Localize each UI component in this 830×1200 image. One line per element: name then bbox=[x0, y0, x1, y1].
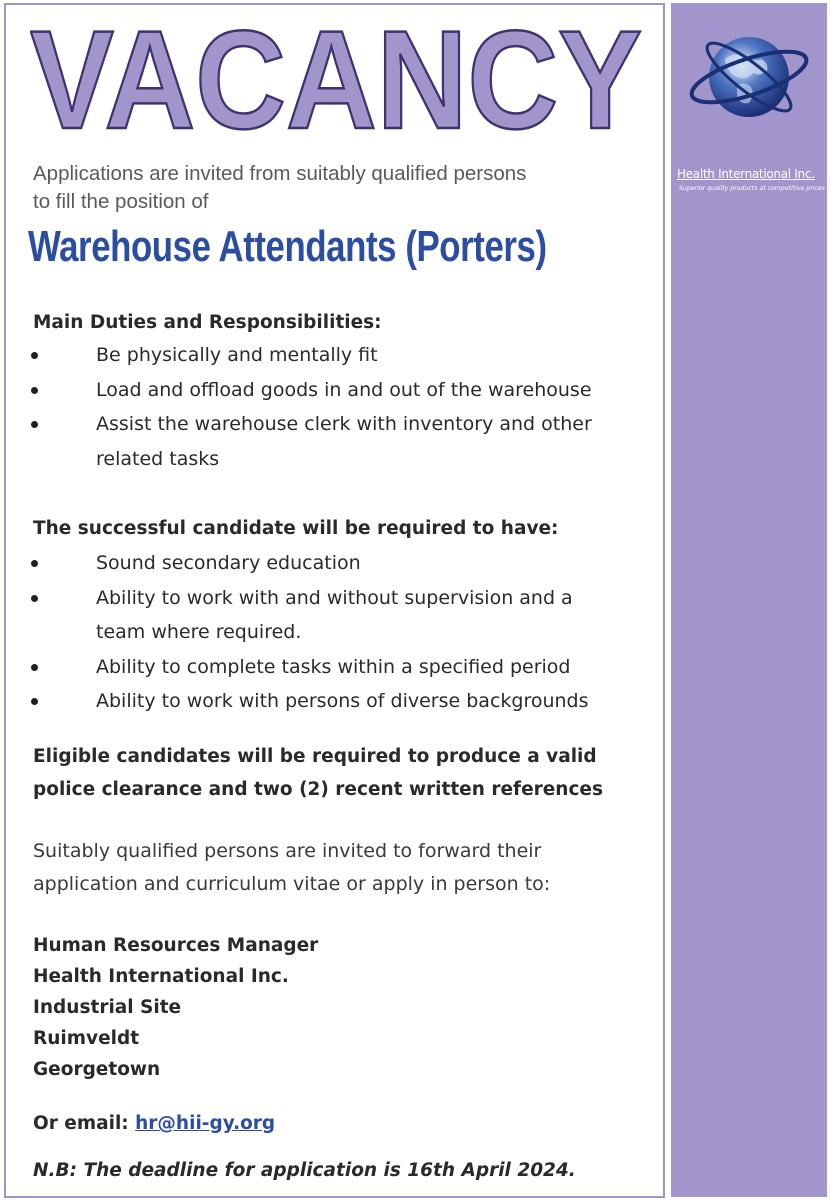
list-item-text: Be physically and mentally fit bbox=[96, 344, 378, 366]
brand-name: Health International Inc. bbox=[677, 167, 815, 181]
apply-instructions: Suitably qualified persons are invited to forward their application and curriculum vitae or apply in person to: bbox=[33, 840, 551, 895]
list-item bbox=[28, 684, 648, 719]
address-line: Georgetown bbox=[33, 1059, 161, 1080]
bullet-icon bbox=[31, 664, 38, 671]
position-title: Warehouse Attendants (Porters) bbox=[28, 222, 547, 271]
address-line: Health International Inc. bbox=[33, 966, 289, 987]
address-line: Industrial Site bbox=[33, 997, 182, 1018]
email-link[interactable]: hr@hii-gy.org bbox=[135, 1113, 276, 1134]
bullet-icon bbox=[31, 560, 38, 567]
email-line bbox=[33, 1113, 275, 1134]
list-item bbox=[28, 546, 648, 581]
vacancy-headline bbox=[30, 10, 650, 140]
list-item-text: Load and offload goods in and out of the warehouse bbox=[96, 378, 592, 401]
duties-heading: Main Duties and Responsibilities: bbox=[33, 312, 382, 333]
intro-line-2: to fill the position of bbox=[33, 190, 209, 213]
duties-list bbox=[28, 338, 648, 476]
list-item-text: Ability to complete tasks within a specified period bbox=[96, 655, 571, 678]
requirements-heading: The successful candidate will be required to have: bbox=[33, 518, 559, 539]
globe-logo-icon bbox=[681, 19, 817, 129]
intro-line-1: Applications are invited from suitably qualified persons bbox=[33, 162, 527, 185]
email-label: Or email: bbox=[33, 1113, 129, 1134]
list-item bbox=[28, 407, 648, 476]
list-item bbox=[28, 338, 648, 373]
bullet-icon bbox=[31, 352, 38, 359]
list-item bbox=[28, 650, 648, 685]
vacancy-headline-text: VACANCY bbox=[30, 10, 642, 140]
list-item bbox=[28, 373, 648, 408]
bullet-icon bbox=[31, 421, 38, 428]
brand-tagline: Superior quality products at competitive prices bbox=[679, 185, 825, 192]
address-line: Ruimveldt bbox=[33, 1028, 140, 1049]
eligibility-text: Eligible candidates will be required to produce a valid police clearance and two (2) recent written references bbox=[33, 746, 603, 800]
bullet-icon bbox=[31, 387, 38, 394]
bullet-icon bbox=[31, 595, 38, 602]
deadline-note: N.B: The deadline for application is 16th April 2024. bbox=[33, 1160, 576, 1181]
list-item-text: Ability to work with and without supervision and a team where required. bbox=[96, 586, 573, 643]
mailing-address bbox=[33, 930, 318, 1085]
bullet-icon bbox=[31, 698, 38, 705]
brand-sidebar bbox=[671, 3, 827, 1197]
requirements-list bbox=[28, 546, 648, 719]
list-item-text: Ability to work with persons of diverse backgrounds bbox=[96, 690, 589, 712]
intro-text bbox=[33, 160, 633, 216]
list-item-text: Sound secondary education bbox=[96, 552, 361, 574]
list-item bbox=[28, 581, 648, 650]
list-item-text: Assist the warehouse clerk with inventory and other related tasks bbox=[96, 413, 592, 470]
address-line: Human Resources Manager bbox=[33, 935, 319, 956]
